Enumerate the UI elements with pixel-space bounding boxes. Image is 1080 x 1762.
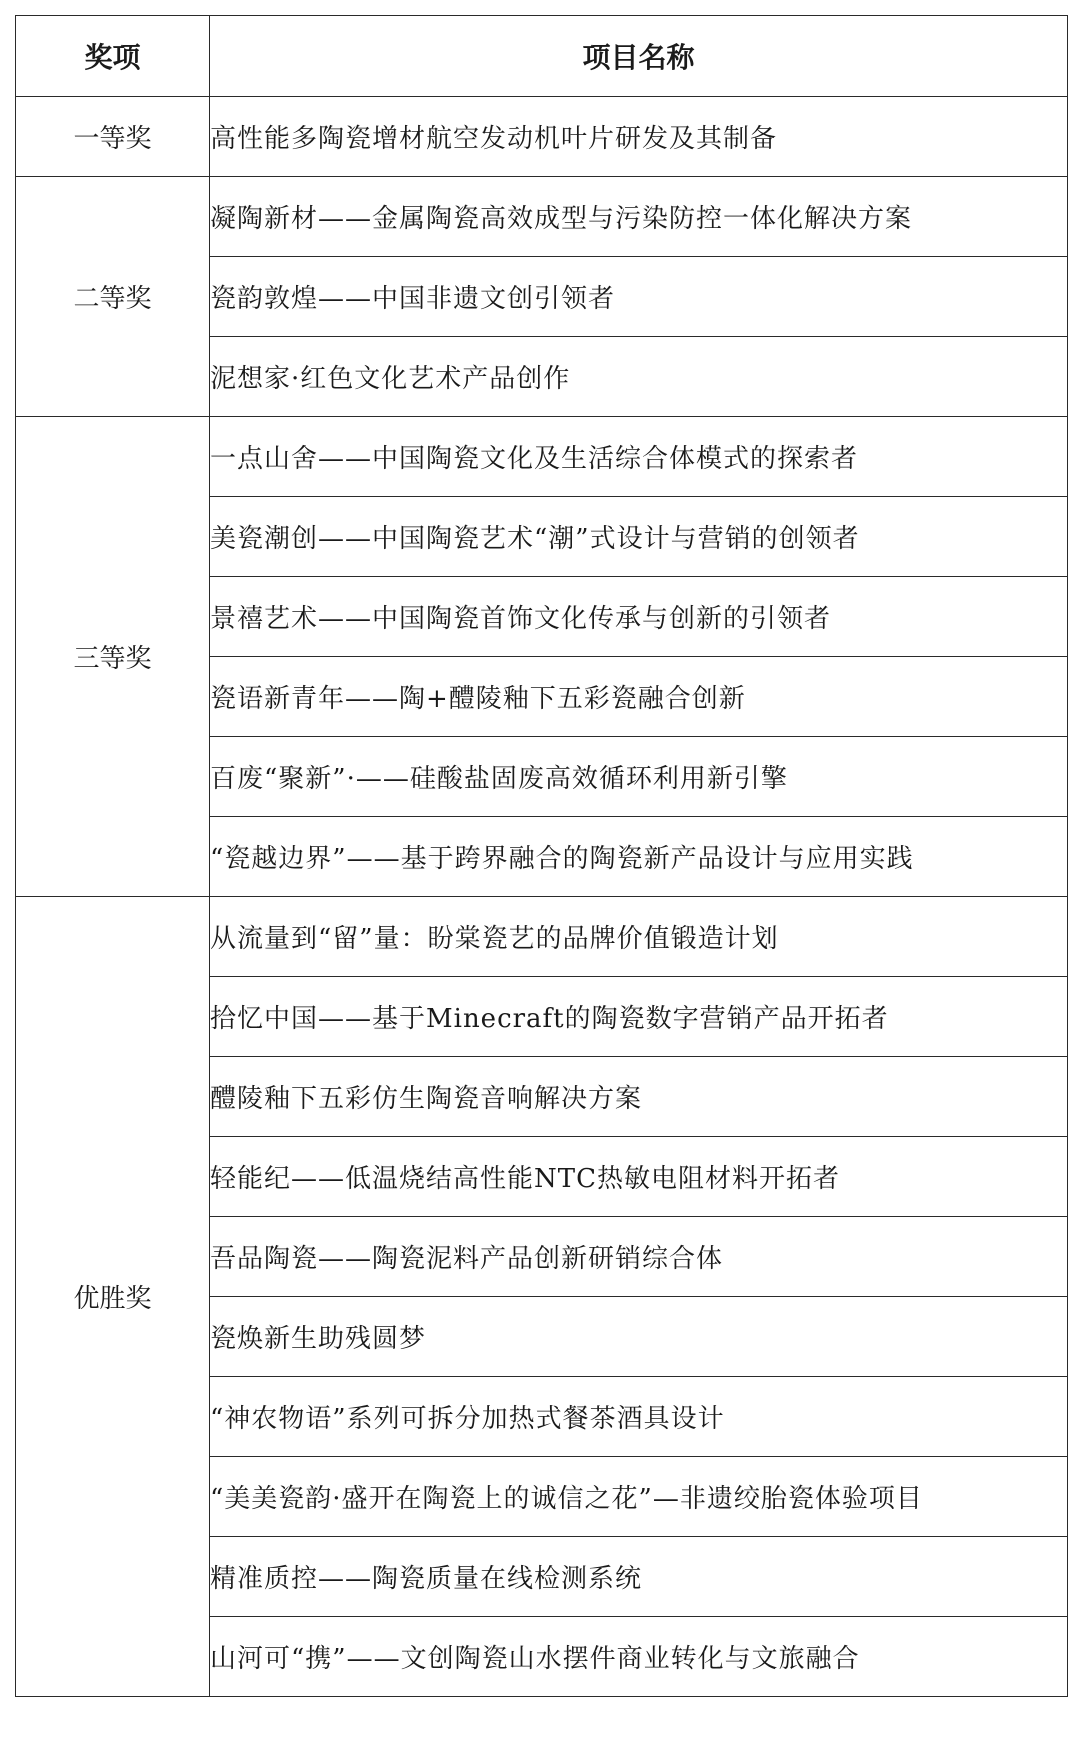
awards-table — [15, 15, 1068, 1697]
project-name-cell: 瓷韵敦煌——中国非遗文创引领者 — [210, 257, 1068, 337]
project-name-cell: 从流量到“留”量：盼棠瓷艺的品牌价值锻造计划 — [210, 897, 1068, 977]
project-name-cell: 山河可“携”——文创陶瓷山水摆件商业转化与文旅融合 — [210, 1617, 1068, 1697]
table-row — [16, 417, 1068, 497]
table-row — [16, 897, 1068, 977]
header-project-name: 项目名称 — [210, 16, 1068, 97]
project-name-cell: 醴陵釉下五彩仿生陶瓷音响解决方案 — [210, 1057, 1068, 1137]
project-name-cell: 吾品陶瓷——陶瓷泥料产品创新研销综合体 — [210, 1217, 1068, 1297]
award-level-cell: 优胜奖 — [16, 897, 210, 1697]
project-name-cell: 景禧艺术——中国陶瓷首饰文化传承与创新的引领者 — [210, 577, 1068, 657]
project-name-cell: “神农物语”系列可拆分加热式餐茶酒具设计 — [210, 1377, 1068, 1457]
award-level-cell: 一等奖 — [16, 97, 210, 177]
project-name-cell: “美美瓷韵·盛开在陶瓷上的诚信之花”—非遗绞胎瓷体验项目 — [210, 1457, 1068, 1537]
table-row — [16, 97, 1068, 177]
project-name-cell: 轻能纪——低温烧结高性能NTC热敏电阻材料开拓者 — [210, 1137, 1068, 1217]
project-name-cell: 拾忆中国——基于Minecraft的陶瓷数字营销产品开拓者 — [210, 977, 1068, 1057]
table-row — [16, 177, 1068, 257]
header-row — [16, 16, 1068, 97]
project-name-cell: 瓷焕新生助残圆梦 — [210, 1297, 1068, 1377]
project-name-cell: 瓷语新青年——陶+醴陵釉下五彩瓷融合创新 — [210, 657, 1068, 737]
project-name-cell: 百废“聚新”·——硅酸盐固废高效循环利用新引擎 — [210, 737, 1068, 817]
project-name-cell: 泥想家·红色文化艺术产品创作 — [210, 337, 1068, 417]
award-level-cell: 二等奖 — [16, 177, 210, 417]
project-name-cell: 高性能多陶瓷增材航空发动机叶片研发及其制备 — [210, 97, 1068, 177]
awards-table-body — [16, 97, 1068, 1697]
project-name-cell: “瓷越边界”——基于跨界融合的陶瓷新产品设计与应用实践 — [210, 817, 1068, 897]
header-award-level: 奖项 — [16, 16, 210, 97]
project-name-cell: 美瓷潮创——中国陶瓷艺术“潮”式设计与营销的创领者 — [210, 497, 1068, 577]
project-name-cell: 一点山舍——中国陶瓷文化及生活综合体模式的探索者 — [210, 417, 1068, 497]
award-level-cell: 三等奖 — [16, 417, 210, 897]
project-name-cell: 凝陶新材——金属陶瓷高效成型与污染防控一体化解决方案 — [210, 177, 1068, 257]
project-name-cell: 精准质控——陶瓷质量在线检测系统 — [210, 1537, 1068, 1617]
